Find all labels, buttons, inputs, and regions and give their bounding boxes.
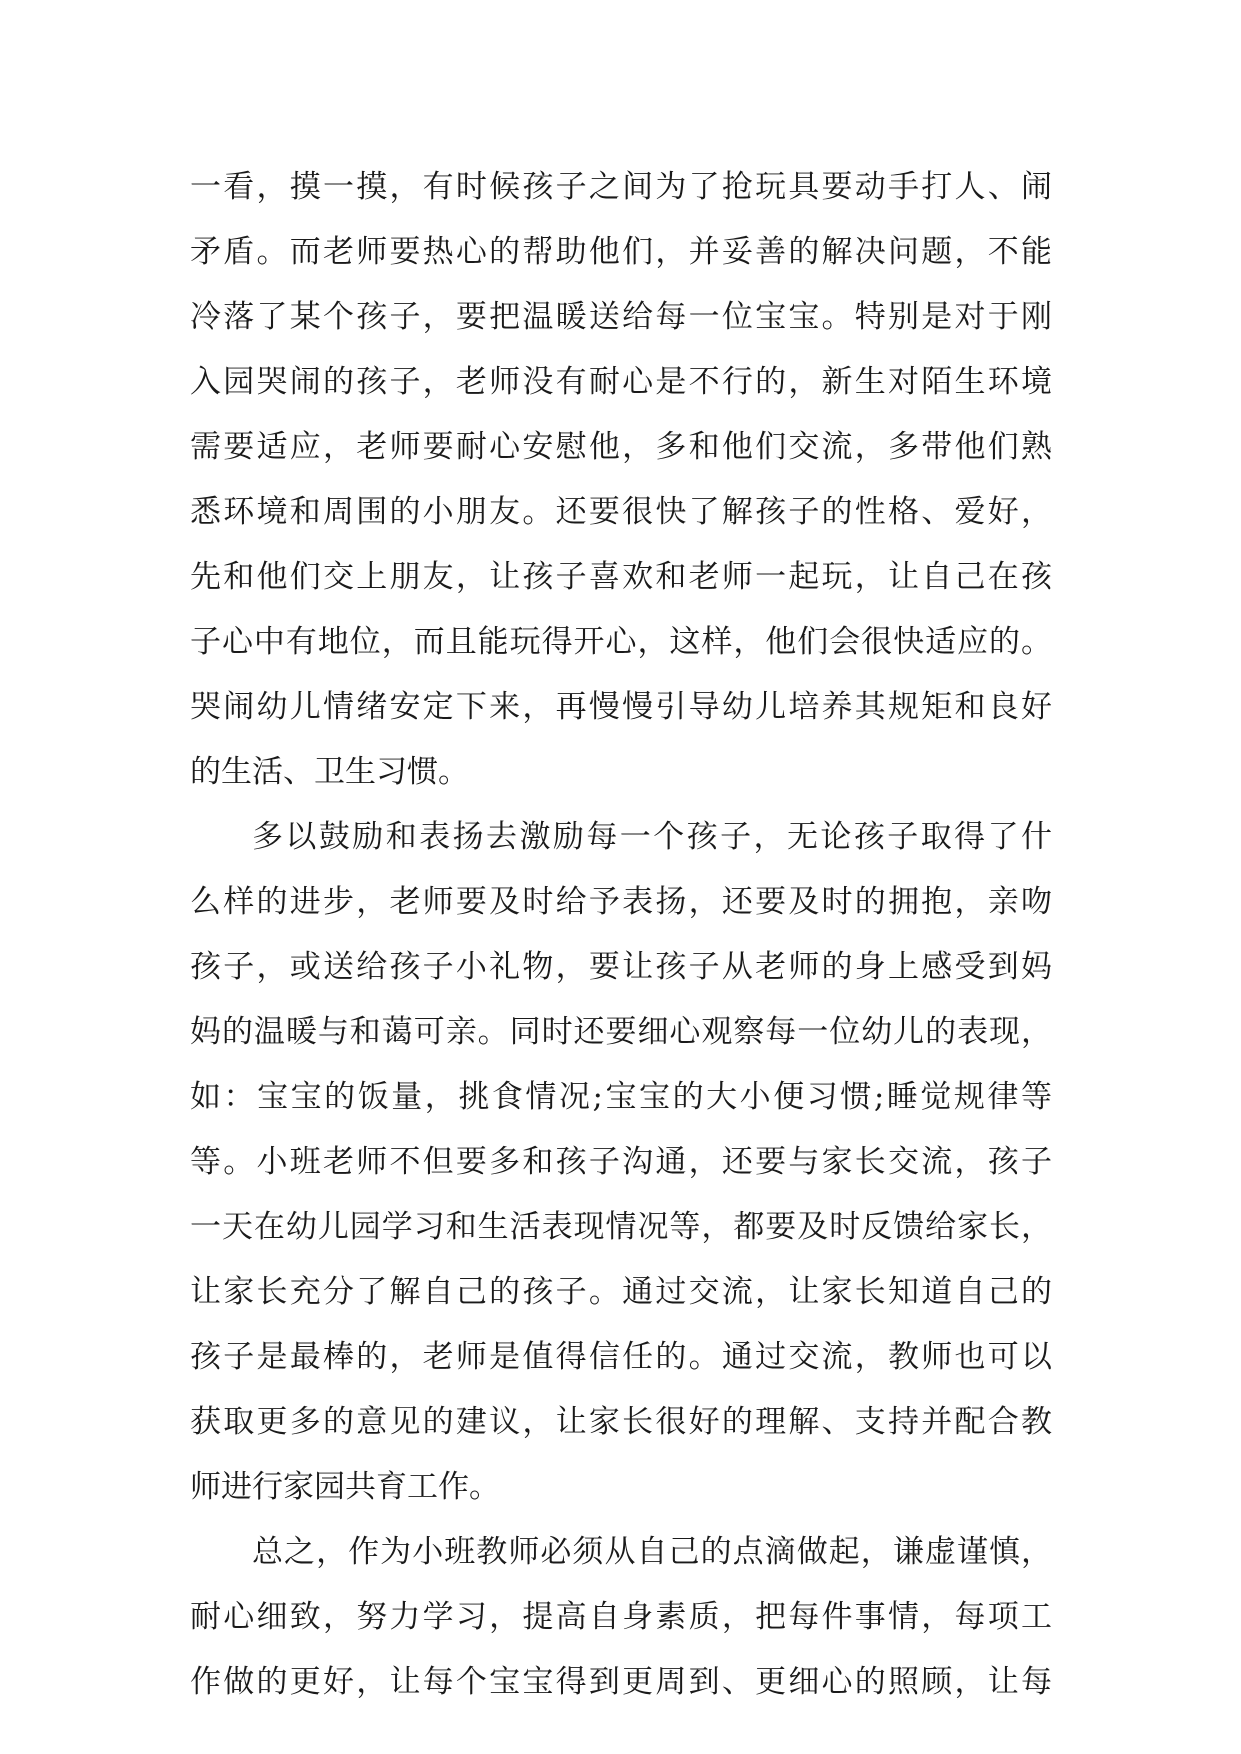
paragraph-2 [190,805,1052,1520]
text-line: 哭闹幼儿情绪安定下来，再慢慢引导幼儿培养其规矩和良好 [190,689,1052,725]
text-line: 悉环境和周围的小朋友。还要很快了解孩子的性格、爱好， [190,494,1052,530]
text-line: 妈的温暖与和蔼可亲。同时还要细心观察每一位幼儿的表现， [190,1014,1052,1050]
paragraph-3 [190,1520,1052,1715]
text-line: 子心中有地位，而且能玩得开心，这样，他们会很快适应的。 [190,624,1052,660]
text-line: 冷落了某个孩子，要把温暖送给每一位宝宝。特别是对于刚 [190,299,1052,335]
text-line: 么样的进步，老师要及时给予表扬，还要及时的拥抱，亲吻 [190,884,1052,920]
text-line: 的生活、卫生习惯。 [190,754,469,790]
text-line: 孩子是最棒的，老师是值得信任的。通过交流，教师也可以 [190,1339,1052,1375]
text-line: 让家长充分了解自己的孩子。通过交流，让家长知道自己的 [190,1274,1052,1310]
text-line: 如：宝宝的饭量，挑食情况;宝宝的大小便习惯;睡觉规律等 [190,1079,1052,1115]
text-line: 多以鼓励和表扬去激励每一个孩子，无论孩子取得了什 [252,819,1052,855]
paragraph-1 [190,155,1052,805]
text-line: 一看，摸一摸，有时候孩子之间为了抢玩具要动手打人、闹 [190,169,1052,205]
text-line: 先和他们交上朋友，让孩子喜欢和老师一起玩，让自己在孩 [190,559,1052,595]
text-line: 等。小班老师不但要多和孩子沟通，还要与家长交流，孩子 [190,1144,1052,1180]
text-line: 入园哭闹的孩子，老师没有耐心是不行的，新生对陌生环境 [190,364,1052,400]
text-line: 总之，作为小班教师必须从自己的点滴做起，谦虚谨慎， [252,1534,1052,1570]
text-line: 作做的更好，让每个宝宝得到更周到、更细心的照顾，让每 [190,1664,1052,1700]
text-line: 获取更多的意见的建议，让家长很好的理解、支持并配合教 [190,1404,1052,1440]
text-line: 师进行家园共育工作。 [190,1469,500,1505]
text-line: 需要适应，老师要耐心安慰他，多和他们交流，多带他们熟 [190,429,1052,465]
text-line: 一天在幼儿园学习和生活表现情况等，都要及时反馈给家长， [190,1209,1052,1245]
document-body [190,155,1052,1715]
text-line: 矛盾。而老师要热心的帮助他们，并妥善的解决问题，不能 [190,234,1052,270]
text-line: 耐心细致，努力学习，提高自身素质，把每件事情，每项工 [190,1599,1052,1635]
text-line: 孩子，或送给孩子小礼物，要让孩子从老师的身上感受到妈 [190,949,1052,985]
